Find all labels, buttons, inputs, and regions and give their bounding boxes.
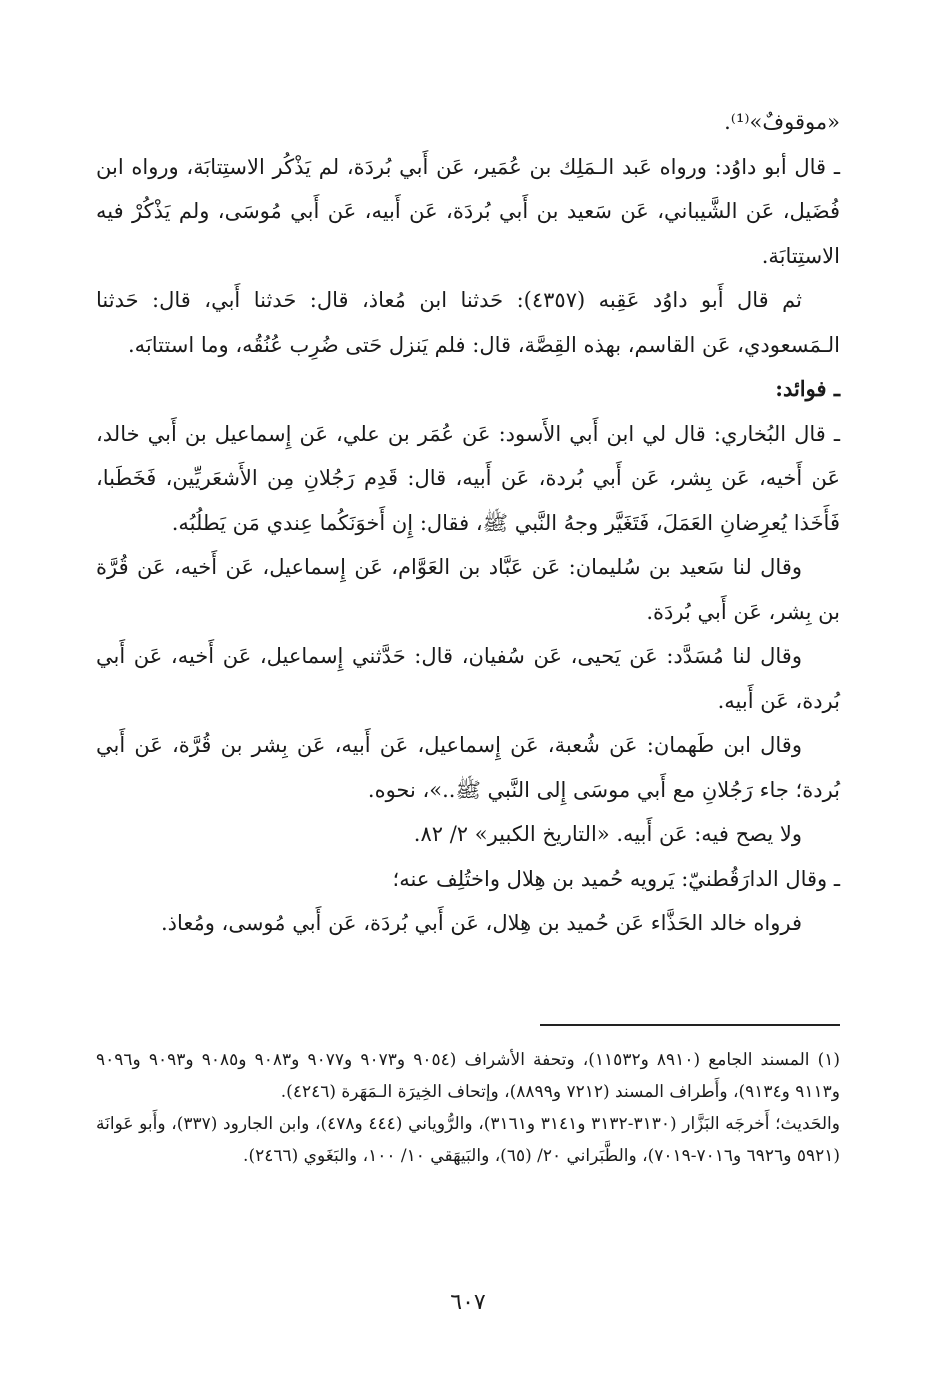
paragraph-ibn-tahman: وقال ابن طَهمان: عَن شُعبة، عَن إِسماعيل، عَن أَبيه، عَن بِشر بن قُرَّة، عَن أَبي بُردة؛ جاء رَجُلانِ مع أَبي موسَى إِلى النَّبي ﷺ..»، نحوه. [96, 733, 840, 802]
footnote-separator [540, 1024, 840, 1026]
paragraph-abu-dawud-2: ثم قال أَبو داوُد عَقِبه (٤٣٥٧): حَدثنا ابن مُعاذ، قال: حَدثنا أَبي، قال: حَدثنا الـمَسعودي، عَن القاسم، بهذه القِصَّة، قال: فلم يَنزل حَتى ضُرِب عُنُقُه، وما استتابَه. [96, 288, 840, 357]
paragraph-musaddad: وقال لنا مُسَدَّد: عَن يَحيى، عَن سُفيان، قال: حَدَّثني إِسماعيل، عَن أَخيه، عَن أَبي بُردة، عَن أَبيه. [96, 644, 840, 713]
footnote-1: (١) المسند الجامع (٨٩١٠ و١١٥٣٢)، وتحفة الأشراف (٩٠٥٤ و٩٠٧٣ و٩٠٧٧ و٩٠٨٣ و٩٠٨٥ و٩٠٩٣ و٩٠٩٦ و٩١١٣ و٩١٣٤)، وأَطراف المسند (٧٢١٢ و٨٨٩٩)، وإتحاف الخِيرَة الـمَهَرة (٤٢٤٦). [96, 1050, 841, 1102]
paragraph-said-bin-sulayman: وقال لنا سَعيد بن سُليمان: عَن عَبَّاد بن العَوَّام، عَن إِسماعيل، عَن أَخيه، عَن قُرَّة بن بِشر، عَن أَبي بُردَة. [96, 555, 840, 624]
paragraph-abu-dawud-1: ـ قال أبو داوُد: ورواه عَبد الـمَلِك بن عُمَير، عَن أَبي بُردَة، لم يَذْكُر الاستِتابَة، ورواه ابن فُضَيل، عَن الشَّيباني، عَن سَعيد بن أَبي بُردَة، عَن أَبيه، عَن أَبي مُوسَى، ولم يَذْكُرْ فيه الاستِتابَة. [96, 154, 840, 268]
main-text [96, 100, 840, 946]
page-number: ٦٠٧ [450, 1290, 486, 1315]
paragraph-tarikh-kabir: ولا يصح فيه: عَن أَبيه. «التاريخ الكبير» ٢/ ٨٢. [413, 822, 802, 846]
paragraph-mawquf: «موقوفٌ»⁽¹⁾. [724, 110, 840, 134]
paragraph-khalid-hadhdha: فرواه خالد الحَذَّاء عَن حُميد بن هِلال، عَن أَبي بُردَة، عَن أَبي مُوسى، ومُعاذ. [160, 911, 802, 935]
paragraph-daraqutni: ـ وقال الدارَقُطنيّ: يَرويه حُميد بن هِلال واختُلِف عنه؛ [392, 866, 840, 891]
section-heading-fawaid: ـ فوائد: [775, 376, 840, 401]
paragraph-bukhari: ـ قال البُخاري: قال لي ابن أَبي الأَسود: عَن عُمَر بن علي، عَن إِسماعيل بن أَبي خالد، عَن أَخيه، عَن بِشر، عَن أَبي بُردة، عَن أَبيه، قال: قَدِم رَجُلانِ مِن الأَشعَريِّين، فَخَطَبا، فَأَخَذا يُعرِضانِ العَمَلَ، فَتَغَيَّر وجهُ النَّبي ﷺ، فقال: إِن أَخوَنَكُما عِندي مَن يَطلُبُه. [96, 421, 840, 535]
footnote-takhrij: والحَديث؛ أَخرجَه البَزَّار (٣١٣٠-٣١٣٢ و٣١٤١ و٣١٦١)، والرُّوياني (٤٤٤ و٤٧٨)، وابن الجارود (٣٣٧)، وأَبو عَوانَة (٥٩٢١ و٦٩٢٦ و٧٠١٦-٧٠١٩)، والطَّبَراني ٢٠/ (٦٥)، والبَيهَقي ١٠/ ١٠٠، والبَغَوي (٢٤٦٦). [96, 1114, 840, 1166]
footnotes [96, 1044, 840, 1172]
